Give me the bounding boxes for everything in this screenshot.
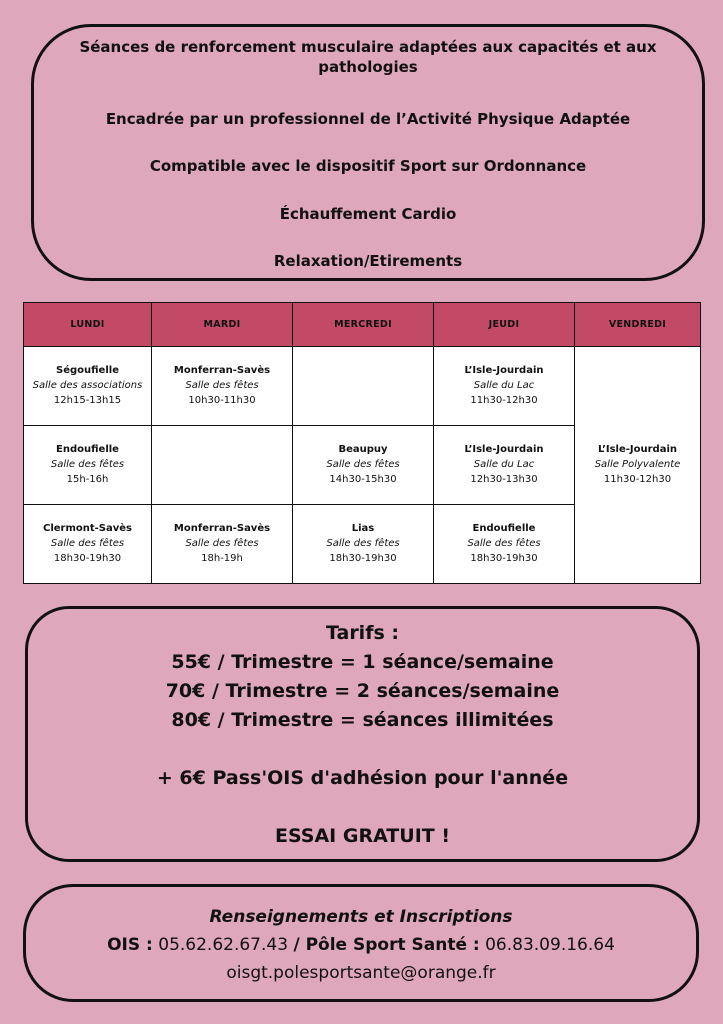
session-time: 10h30-11h30 [188, 394, 256, 406]
session-town: L’Isle-Jourdain [464, 364, 544, 376]
session-town: Beaupuy [338, 443, 388, 455]
session-town: Endoufielle [56, 443, 119, 455]
session-time: 14h30-15h30 [329, 473, 397, 485]
session-town: Monferran-Savès [173, 522, 271, 534]
session-time: 18h30-19h30 [470, 552, 538, 564]
session-cell [152, 504, 293, 583]
schedule-table [23, 302, 701, 584]
session-room: Salle des fêtes [467, 537, 541, 549]
session-town: Lias [351, 522, 375, 534]
session-town: Ségoufielle [56, 364, 119, 376]
session-room: Salle Polyvalente [594, 459, 681, 471]
session-time: 12h15-13h15 [53, 394, 122, 406]
day-header-vendredi: VENDREDI [575, 303, 701, 347]
session-town: Endoufielle [472, 522, 536, 534]
day-header-jeudi: JEUDI [434, 303, 575, 347]
session-time: 11h30-12h30 [470, 394, 538, 406]
ois-phone[interactable]: 05.62.62.67.43 [158, 935, 289, 955]
info-line-sport-ordonnance: Compatible avec le dispositif Sport sur Ordonnance [149, 157, 587, 175]
session-cell [434, 504, 575, 583]
session-room: Salle des fêtes [185, 537, 259, 549]
session-cell-vendredi [575, 346, 701, 583]
info-line-cardio: Échauffement Cardio [279, 205, 457, 223]
session-town: L’Isle-Jourdain [598, 444, 677, 456]
session-town: Monferran-Savès [173, 364, 271, 376]
session-cell [434, 346, 575, 425]
info-box [31, 24, 705, 281]
day-header-mercredi: MERCREDI [293, 303, 434, 347]
session-room: Salle du Lac [473, 379, 535, 391]
schedule-row [24, 346, 701, 425]
day-header-mardi: MARDI [152, 303, 293, 347]
session-room: Salle des fêtes [326, 458, 400, 470]
empty-cell [152, 425, 293, 504]
tarifs-title: Tarifs : [325, 622, 399, 644]
info-line-relaxation: Relaxation/Etirements [273, 252, 463, 270]
tarif-line-2: 70€ / Trimestre = 2 séances/semaine [165, 680, 560, 702]
session-cell [24, 425, 152, 504]
contact-box [23, 884, 699, 1002]
day-header-lundi: LUNDI [24, 303, 152, 347]
empty-cell [293, 346, 434, 425]
session-room: Salle des fêtes [50, 458, 125, 470]
tarifs-box [25, 606, 700, 862]
ois-label: OIS : [107, 935, 153, 955]
session-cell [293, 504, 434, 583]
session-town: Clermont-Savès [42, 522, 133, 534]
session-room: Salle des fêtes [326, 537, 400, 549]
info-line-description: Séances de renforcement musculaire adaptées aux capacités et aux pathologies [79, 38, 657, 76]
contact-phones [26, 934, 696, 956]
session-time: 18h30-19h30 [53, 552, 122, 564]
pole-label: / Pôle Sport Santé : [293, 935, 480, 955]
pole-phone[interactable]: 06.83.09.16.64 [485, 935, 615, 955]
session-town: L’Isle-Jourdain [464, 443, 544, 455]
contact-title: Renseignements et Inscriptions [209, 907, 513, 927]
session-cell [152, 346, 293, 425]
session-room: Salle des fêtes [185, 379, 259, 391]
session-cell [24, 504, 152, 583]
schedule-header-row [24, 303, 701, 347]
session-time: 11h30-12h30 [603, 474, 672, 486]
session-cell [434, 425, 575, 504]
tarif-essai-gratuit: ESSAI GRATUIT ! [274, 825, 451, 847]
info-line-professional: Encadrée par un professionnel de l’Activité Physique Adaptée [105, 110, 631, 128]
session-room: Salle des associations [32, 379, 143, 391]
session-time: 15h-16h [66, 473, 109, 485]
tarif-line-3: 80€ / Trimestre = séances illimitées [171, 709, 554, 731]
session-time: 18h-19h [201, 552, 243, 564]
session-cell [24, 346, 152, 425]
session-time: 12h30-13h30 [470, 473, 538, 485]
tarif-line-1: 55€ / Trimestre = 1 séance/semaine [171, 651, 554, 673]
session-room: Salle des fêtes [50, 537, 125, 549]
session-time: 18h30-19h30 [329, 552, 397, 564]
session-cell [293, 425, 434, 504]
session-room: Salle du Lac [473, 458, 535, 470]
contact-email[interactable]: oisgt.polesportsante@orange.fr [226, 963, 496, 983]
tarif-adhesion: + 6€ Pass'OIS d'adhésion pour l'année [156, 767, 569, 789]
